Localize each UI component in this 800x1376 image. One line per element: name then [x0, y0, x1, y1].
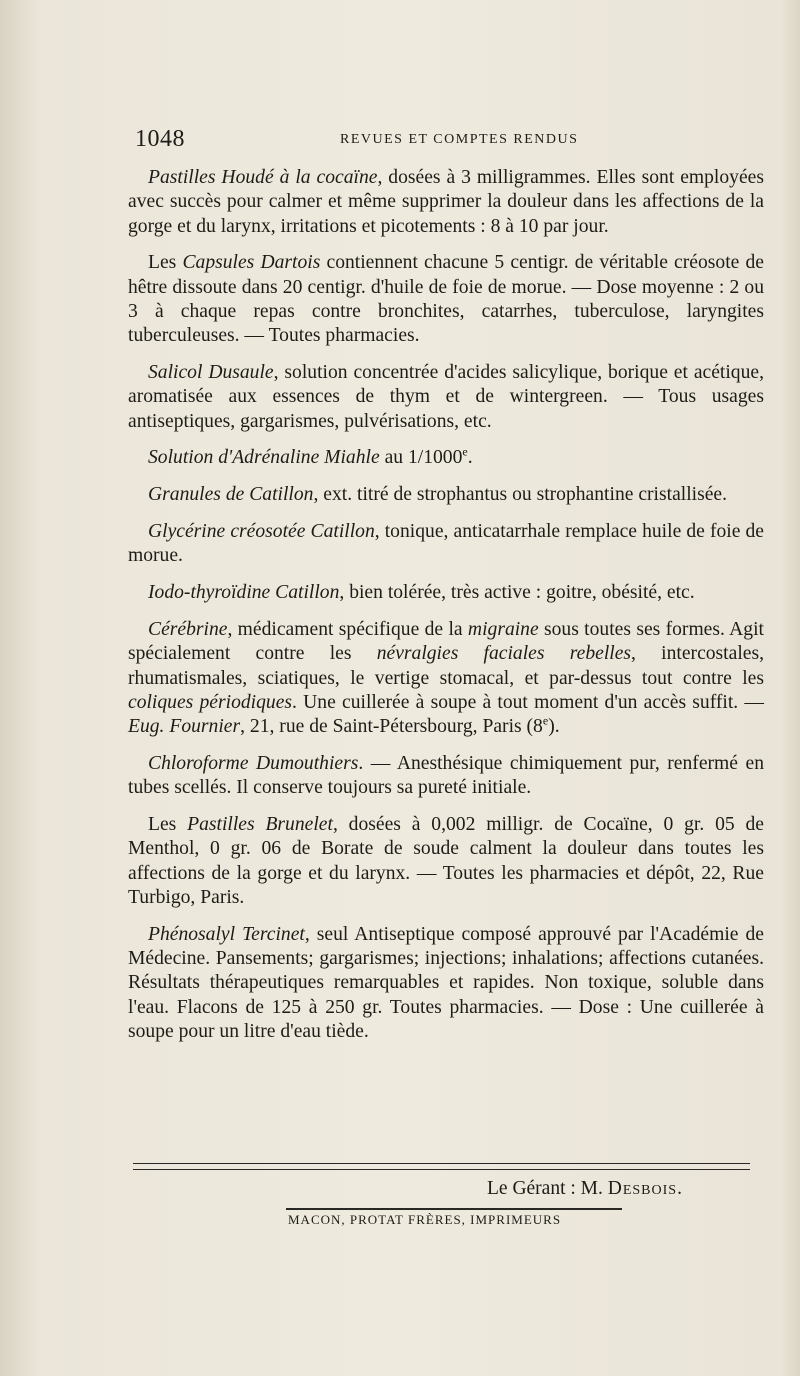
footer-double-rule — [133, 1163, 750, 1170]
paragraph-text: , bien tolérée, très active : goitre, obésité, etc. — [339, 582, 695, 604]
superscript: e — [462, 444, 468, 459]
paragraph-chloroforme — [128, 752, 764, 801]
gerant-signature — [487, 1178, 683, 1200]
paragraph-text: , ext. titré de strophantus ou strophantine cristallisée. — [313, 484, 728, 506]
product-title: Granules de Catillon — [148, 484, 314, 506]
paragraph-glycerine — [128, 520, 764, 569]
paragraph-salicol — [128, 361, 764, 434]
paragraph-text: au 1/1000 — [379, 447, 463, 469]
paragraph-text: , intercostales, rhumatismales, sciatiques, le vertige stomacal, et par-dessus tout contre les — [128, 643, 764, 689]
paragraph-text: , seul Antiseptique composé approuvé par l'Académie de Médecine. Pansements; gargarismes; injections; inhalations; affections cutanées. Résultats thérapeutiques remarquables et rapides. Non toxique, soluble dans l'eau. Flacons de 125 à 250 gr. Toutes pharmacies. — Dose : Une cuillerée à soupe pour un litre d'eau tiède. — [128, 923, 764, 1042]
paragraph-text: , médicament spécifique de la — [227, 618, 468, 640]
paragraph-text: , 21, rue de Saint-Pétersbourg, Paris (8 — [240, 716, 543, 738]
paragraph-text: ). — [548, 716, 560, 738]
paragraph-prefix: Les — [148, 252, 183, 274]
product-title: Pastilles Houdé à la cocaïne — [148, 167, 378, 188]
paragraph-cerebrine — [128, 618, 764, 739]
page-body — [128, 166, 764, 1057]
emphasis: névralgies faciales rebelles — [376, 643, 632, 665]
paragraph-text: , dosées à 0,002 milligr. de Cocaïne, 0 gr. 05 de Menthol, 0 gr. 06 de Borate de soude calment la douleur dans toutes les affections de la gorge et du larynx. — Toutes les pharmacies et dépôt, 22, Rue Turbigo, Paris. — [128, 814, 764, 908]
product-title: Phénosalyl Tercinet — [148, 923, 305, 945]
gerant-label: Le Gérant : M. — [487, 1178, 608, 1199]
paragraph-pastilles-houde — [128, 166, 764, 239]
product-title: Glycérine créosotée Catillon — [148, 521, 375, 543]
paragraph-iodo-thyroidine — [128, 581, 764, 605]
gerant-name: Desbois. — [607, 1178, 683, 1199]
page-number: 1048 — [135, 126, 185, 152]
paragraph-text: sous toutes ses formes. Agit spécialement contre les — [128, 618, 764, 665]
paragraph-text: , dosées à 3 milligrammes. Elles sont employées avec succès pour calmer et même supprimer la douleur dans les affections de la gorge et du larynx, irritations et picotements : 8 à 10 par jour. — [128, 167, 764, 237]
product-title: Solution d'Adrénaline Miahle — [148, 447, 380, 469]
printer-imprint: MACON, PROTAT FRÈRES, IMPRIMEURS — [288, 1212, 562, 1227]
paragraph-text: contiennent chacune 5 centigr. de véritable créosote de hêtre dissoute dans 20 centigr. d'huile de foie de morue. — Dose moyenne : 2 ou 3 à chaque repas contre bronchites, catarrhes, tuberculose, laryngites tuberculeuses. — Toutes pharmacies. — [128, 252, 764, 347]
paragraph-pastilles-brunelet — [128, 813, 764, 910]
paragraph-text: . — Anesthésique chimiquement pur, renfermé en tubes scellés. Il conserve toujours sa pureté initiale. — [128, 752, 764, 799]
running-head: REVUES ET COMPTES RENDUS — [340, 132, 579, 147]
paragraph-text: . Une cuillerée à soupe à tout moment d'un accès suffit. — — [292, 691, 764, 713]
product-title: Chloroforme Dumouthiers — [148, 752, 359, 774]
product-title: Salicol Dusaule — [148, 362, 274, 384]
paragraph-text: , tonique, anticatarrhale remplace huile de foie de morue. — [128, 521, 764, 567]
superscript: e — [542, 713, 549, 728]
paragraph-phenosalyl — [128, 923, 764, 1044]
page-header — [135, 126, 765, 154]
paragraph-granules-catillon — [128, 483, 764, 507]
paragraph-prefix: Les — [148, 814, 188, 836]
emphasis: migraine — [467, 618, 539, 640]
footer-rule — [286, 1208, 622, 1210]
emphasis: coliques périodiques — [128, 691, 293, 713]
paragraph-adrenaline — [128, 446, 764, 470]
paragraph-text: , solution concentrée d'acides salicylique, borique et acétique, aromatisée aux essences de thym et de wintergreen. — Tous usages antiseptiques, gargarismes, pulvérisations, etc. — [128, 362, 764, 432]
product-title: Cérébrine — [148, 618, 228, 640]
product-title: Iodo-thyroïdine Catillon — [148, 582, 340, 604]
emphasis: Eug. Fournier — [128, 716, 241, 738]
product-title: Pastilles Brunelet — [187, 814, 333, 836]
paragraph-suffix: . — [467, 447, 473, 469]
paragraph-capsules-dartois — [128, 251, 764, 348]
product-title: Capsules Dartois — [182, 252, 321, 274]
